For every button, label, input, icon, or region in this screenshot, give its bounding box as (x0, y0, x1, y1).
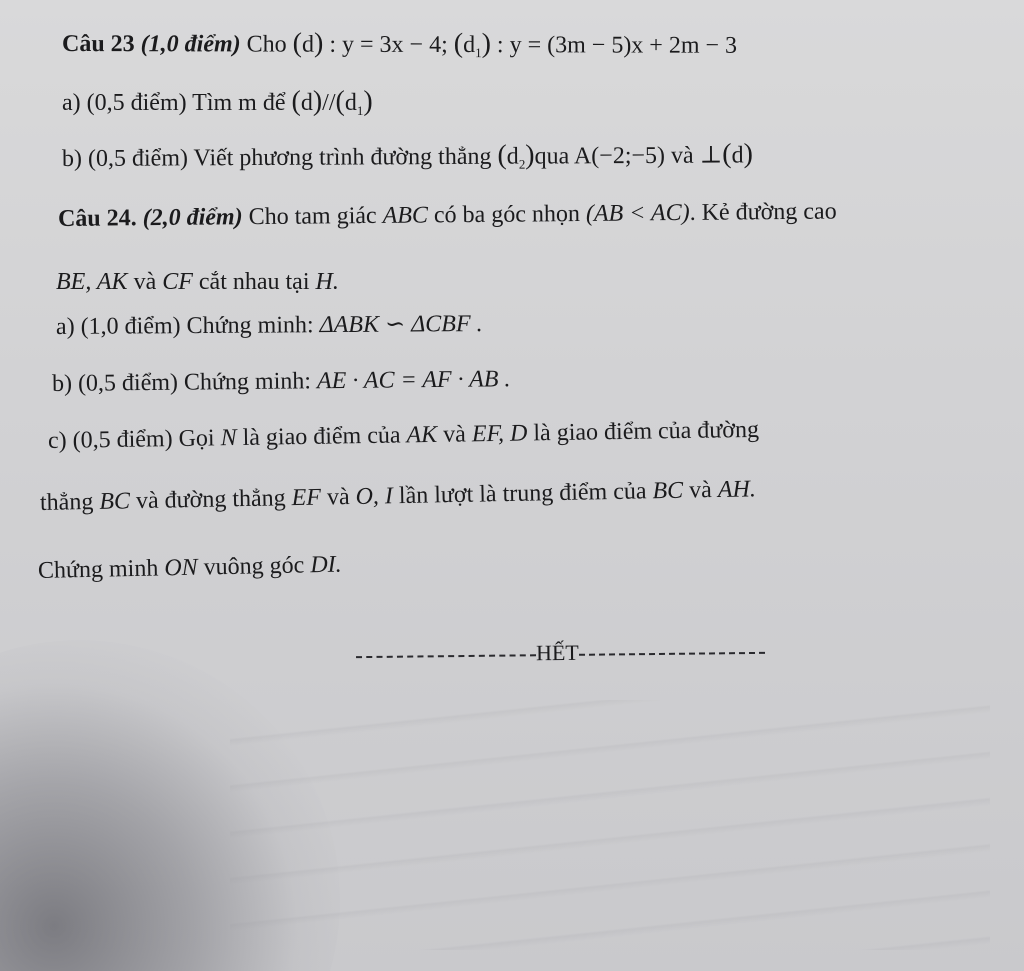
q23-part-b: b) (0,5 điểm) Viết phương trình đường thẳng $(d_2)qua$ A(−2;−5) và ⊥(d) (61, 138, 753, 172)
end-dash-left (356, 654, 536, 658)
q23-part-a: a) (0,5 điểm) Tìm m để $(d)//(d_1)$ (62, 86, 373, 118)
point-a: A(−2;−5) (573, 142, 666, 170)
show-through-text (230, 700, 990, 950)
equation-d: y = 3x − 4; (341, 31, 448, 59)
end-marker (356, 638, 765, 668)
q24-part-b: b) (0,5 điểm) Chứng minh: AE · AC = AF · AB . (51, 366, 511, 397)
end-text: HẾT (535, 639, 579, 666)
q23-heading: Câu 23 (1,0 điểm) Cho (d) : y = 3x − 4; $(d_1)$ : y = (3m − 5)x + 2m − 3 (61, 27, 738, 61)
q24-part-c-line1: c) (0,5 điểm) Gọi N là giao điểm của AK và EF, D là giao điểm của đường (47, 416, 760, 454)
q24-part-c-line3: Chứng minh ON vuông góc DI. (37, 551, 342, 584)
q24-part-a: a) (1,0 điểm) Chứng minh: ΔABK ∽ ΔCBF . (55, 311, 483, 340)
q24-heading-line2: BE, AK và CF cắt nhau tại H. (56, 269, 339, 295)
q24-part-c-line2: thẳng BC và đường thẳng EF và O, I lần lượt là trung điểm của BC và AH. (39, 476, 757, 516)
q24-heading: Câu 24. (2,0 điểm) Cho tam giác ABC có ba góc nhọn (AB < AC). Kẻ đường cao (57, 198, 837, 232)
end-dash-right (579, 652, 765, 656)
equation-d1: y = (3m − 5)x + 2m − 3 (509, 32, 738, 59)
